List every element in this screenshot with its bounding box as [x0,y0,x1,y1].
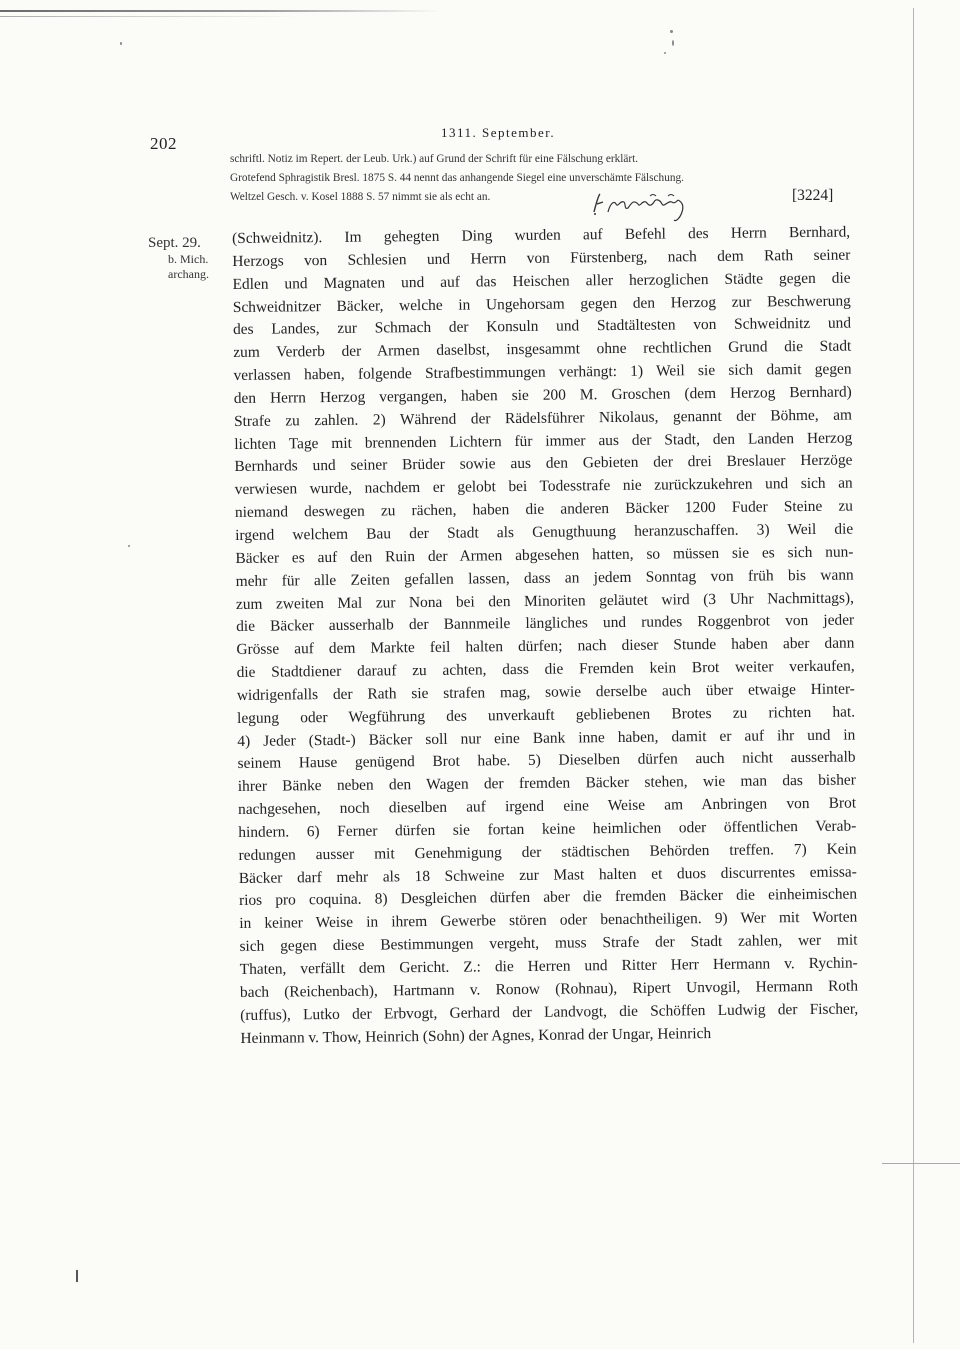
body-line: (Schweidnitz). Im gehegten Ding wurden auf Befehl des Herrn Bernhard, [232,223,851,247]
margin-feast: b. Mich. [168,252,209,266]
running-head: 1311. September. [441,125,556,140]
body-line: Schweidnitzer Bäcker, welche in Ungehorsam gegen den Herzog zur Beschwerung [232,292,851,316]
body-line: bach (Reichenbach), Hartmann v. Ronow (Rohnau), Ripert Unvogil, Hermann Roth [239,977,859,1001]
footnote-line: Grotefend Sphragistik Bresl. 1875 S. 44 nennt das anhangende Siegel eine unverschämte Fälschung. [230,172,684,184]
body-line: des Landes, zur Schmach der Konsuln und Stadtältesten von Schweidnitz und [232,314,852,339]
body-line: verlassen haben, folgende Strafbestimmungen verhängt: 1) Weil sie sich damit gegen [233,360,852,385]
body-line: niemand deswegen zu rächen, haben die anderen Bäcker 1200 Fuder Steine zu [234,497,854,522]
body-line: lichten Tage mit brennenden Lichtern für immer aus der Stadt, den Landen Herzog [234,429,853,453]
body-line: Bäcker es auf den Ruin der Armen abgesehen hatten, so müssen sie es sich nun- [235,543,854,567]
body-line: Bernhards und seiner Brüder sowie aus den Gebieten der drei Breslauer Herzöge [234,451,853,476]
body-line: Herzogs von Schlesien und Herrn von Fürstenberg, nach dem Rath seiner [232,246,851,270]
body-line: Edlen und Magnaten und auf das Heischen aller herzoglichen Städte gegen die [232,269,851,293]
scan-edge-right [913,8,914,1343]
page-number: 202 [150,134,177,153]
body-line: Thaten, verfällt dem Gericht. Z.: die Herren und Ritter Herr Hermann v. Rychin- [239,954,858,978]
body-line: hindern. 6) Ferner dürfen sie fortan keine heimlichen oder öffentlichen Verab- [238,817,857,841]
scan-speck [664,52,666,54]
scan-edge-top-faint [0,16,300,17]
scan-edge-right-mark [882,1163,960,1164]
document-body [232,222,861,1051]
footnote-line: schriftl. Notiz im Repert. der Leub. Urk.) auf Grund der Schrift für eine Fälschung erklärt. [230,153,639,165]
body-line: (ruffus), Lutko der Erbvogt, Gerhard der Landvogt, die Schöffen Ludwig der Fischer, [240,1000,859,1024]
body-line: in keiner Weise in ihrem Gewerbe stören oder benachtheiligen. 9) Wer mit Worten [239,908,858,933]
body-line: 4) Jeder (Stadt-) Bäcker soll nur eine Bank inne haben, damit er auf ihr und in [237,726,856,750]
margin-feast: archang. [168,267,209,281]
handwritten-signature-icon [590,190,705,224]
body-line: mehr für alle Zeiten gefallen lassen, dass an jedem Sonntag von früh bis wann [235,566,854,590]
scan-bottom-mark [76,1270,78,1282]
body-line: zum Verderb der Armen daselbst, insgesammt ohne rechtlichen Grund die Stadt [233,337,852,362]
footnote-line: Weltzel Gesch. v. Kosel 1888 S. 57 nimmt sie als echt an. [230,191,491,203]
body-line: die Stadtdiener darauf zu achten, dass die Fremden kein Brot weiter verkaufen, [236,657,855,682]
body-line: den Herrn Herzog vergangen, haben sie 200 M. Groschen (dem Herzog Bernhard) [233,383,852,407]
scan-speck [128,545,130,547]
body-line: sich gegen diese Bestimmungen vergeht, muss Strafe der Stadt zahlen, wer mit [239,931,858,956]
body-line: Strafe zu zahlen. 2) Während der Rädelsführer Nikolaus, genannt der Böhme, am [233,406,853,430]
body-line: ihrer Bänke neben den Wagen der fremden Bäcker stehen, wie man das bisher [237,771,856,796]
body-line: irgend welchem Bau der Stadt als Genugthuung heranzuschaffen. 3) Weil die [235,520,854,544]
body-line: zum zweiten Mal zur Nona bei den Minoriten geläutet wird (3 Uhr Nachmittags), [235,589,854,613]
body-line: rios pro coquina. 8) Desgleichen dürfen aber die fremden Bäcker die einheimischen [238,885,858,910]
margin-note [148,236,220,282]
body-line: Heinmann v. Thow, Heinrich (Sohn) der Agnes, Konrad der Ungar, Heinrich [240,1024,712,1047]
margin-date: Sept. 29. [148,235,201,251]
footnote [230,150,850,207]
document-number: [3224] [792,187,834,204]
body-line: Grösse auf dem Markte feil halten dürfen; nach dieser Stunde haben aber dann [236,634,855,659]
body-line: nachgesehen, noch dieselben auf irgend eine Weise am Anbringen von Brot [238,794,857,819]
body-line: verwiesen wurde, nachdem er gelobt bei Todesstrafe nie zurückzukehren und sich an [234,474,853,499]
scan-edge-top [0,10,440,12]
scan-speck [672,40,674,46]
body-line: redungen ausser mit Genehmigung der städtischen Behörden treffen. 7) Kein [238,840,857,864]
body-line: seinem Hause genügend Brot habe. 5) Dieselben dürfen auch nicht ausserhalb [237,748,856,773]
body-line: legung oder Wegführung des unverkauft gebliebenen Brotes zu richten hat. [237,703,856,727]
body-line: widrigenfalls der Rath sie strafen mag, sowie derselbe auch über etwaige Hinter- [236,680,855,704]
scan-speck [670,30,673,33]
body-line: Bäcker darf mehr als 18 Schweine zur Mast halten et duos discurrentes emissa- [238,863,857,887]
scan-speck [120,42,122,45]
body-line: die Bäcker ausserhalb der Bannmeile längliches und rundes Roggenbrot von jeder [236,611,855,636]
